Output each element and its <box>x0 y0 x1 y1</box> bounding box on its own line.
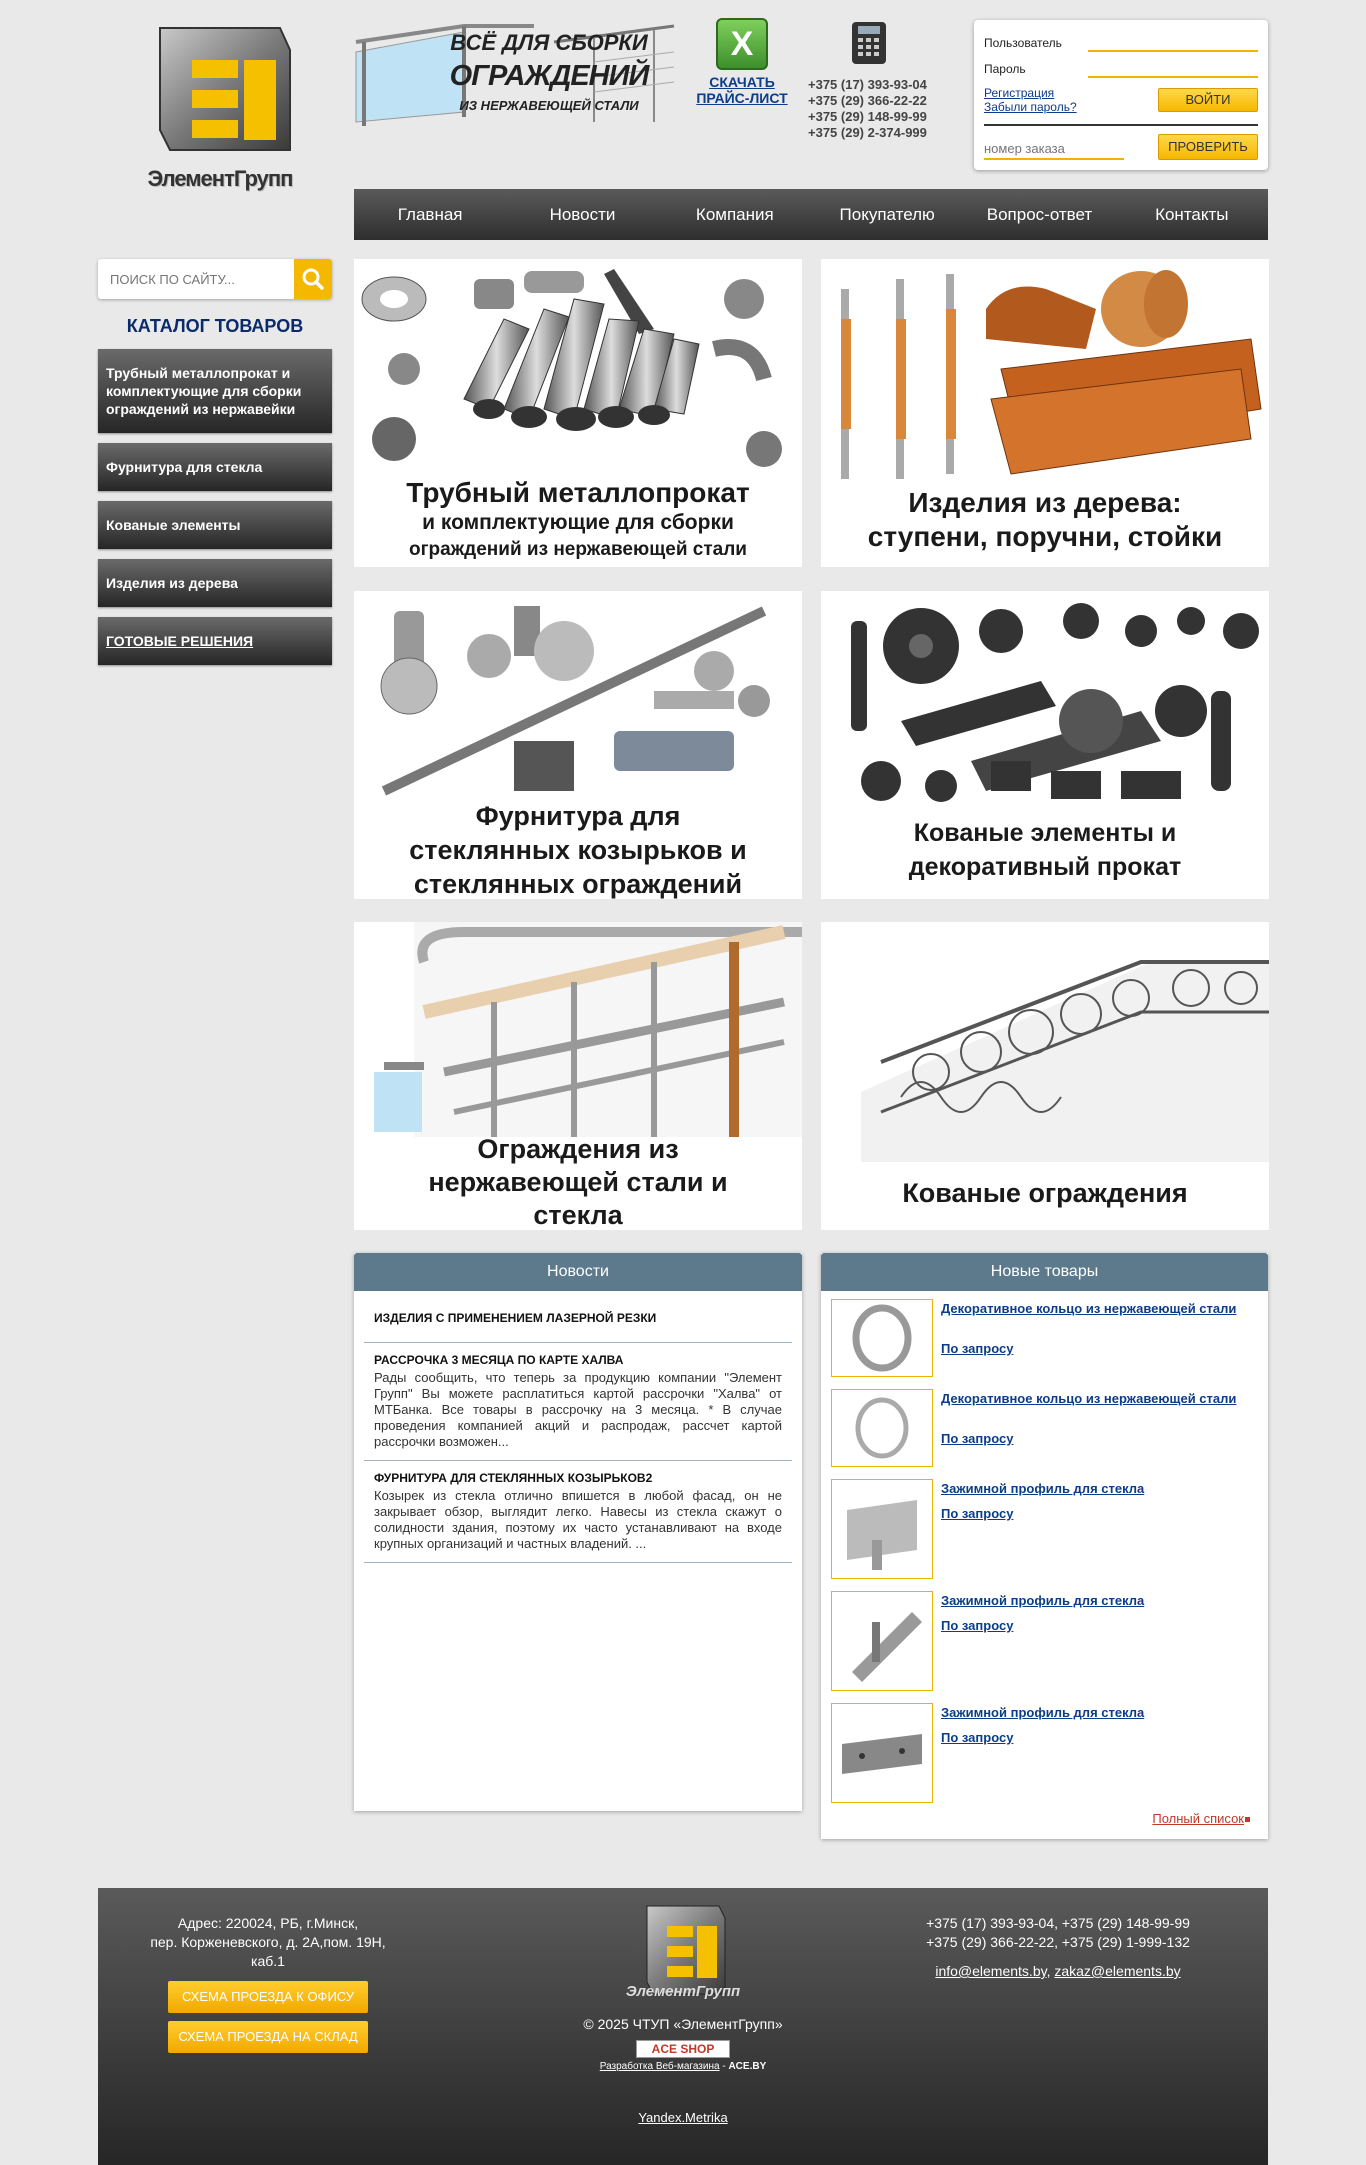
category-ready-solutions[interactable]: ГОТОВЫЕ РЕШЕНИЯ <box>98 617 332 665</box>
tile-pipes-line3: ограждений из нержавеющей стали <box>409 539 747 560</box>
logo-icon <box>140 20 300 165</box>
footer-center-col <box>538 1902 828 2127</box>
news-item-title[interactable]: ИЗДЕЛИЯ С ПРИМЕНЕНИЕМ ЛАЗЕРНОЙ РЕЗКИ <box>374 1311 657 1325</box>
product-thumb[interactable] <box>831 1703 933 1803</box>
footer-dev <box>538 2060 828 2074</box>
banner-line2: ОГРАЖДЕНИЙ <box>449 60 649 92</box>
tile-stainless-line2: нержавеющей стали и <box>428 1167 728 1197</box>
nav-company[interactable]: Компания <box>695 205 774 224</box>
news-item-text: Козырек из стекла отлично впишется в любой фасад, он не закрывает обзор, выглядит легко. Навесы из стекла скажут о солидности здания, поэтому их часто устанавливают на входе крупных организаций и частных владений. ... <box>374 1488 782 1551</box>
promo-banner[interactable] <box>354 22 676 130</box>
password-row <box>984 56 1258 82</box>
product-thumb[interactable] <box>831 1479 933 1579</box>
banner-line3: ИЗ НЕРЖАВЕЮЩЕЙ СТАЛИ <box>459 98 639 113</box>
new-products-title: Новые товары <box>821 1253 1268 1291</box>
tile-pipes[interactable] <box>354 259 802 567</box>
product-name[interactable]: Декоративное кольцо из нержавеющей стали <box>941 1391 1237 1406</box>
category-forged[interactable]: Кованые элементы <box>98 501 332 549</box>
login-divider <box>984 124 1258 126</box>
username-label: Пользователь <box>984 36 1062 50</box>
forged-elements-image <box>821 591 1269 816</box>
news-item-title[interactable]: ФУРНИТУРА ДЛЯ СТЕКЛЯННЫХ КОЗЫРЬКОВ2 <box>374 1471 653 1485</box>
profile-image <box>832 1480 932 1578</box>
excel-icon[interactable]: X <box>716 18 768 70</box>
site-search <box>98 259 332 299</box>
footer-logo-text: ЭлементГрупп <box>625 1983 741 2000</box>
phone-3: +375 (29) 148-99-99 <box>808 109 927 124</box>
nav-home[interactable]: Главная <box>397 205 463 224</box>
tile-forged-railings[interactable] <box>821 922 1269 1230</box>
product-card[interactable] <box>821 1381 1268 1471</box>
ace-shop-logo[interactable]: ACE SHOP <box>636 2040 730 2058</box>
news-item[interactable] <box>364 1301 792 1343</box>
forged-railings-image <box>821 922 1269 1162</box>
site-footer <box>98 1888 1268 2165</box>
footer-emails <box>888 1962 1228 1981</box>
tile-wood[interactable] <box>821 259 1269 567</box>
ring-image <box>832 1300 932 1376</box>
tile-forged-elements[interactable] <box>821 591 1269 899</box>
telephone-icon <box>844 18 894 68</box>
tile-glass-line2: стеклянных козырьков и <box>409 835 747 865</box>
warehouse-map-button[interactable]: СХЕМА ПРОЕЗДА НА СКЛАД <box>168 2021 368 2053</box>
news-item[interactable] <box>364 1343 792 1461</box>
email-info-link[interactable]: info@elements.by <box>935 1963 1047 1979</box>
category-glass-fittings[interactable]: Фурнитура для стекла <box>98 443 332 491</box>
email-separator: , <box>1046 1963 1055 1979</box>
new-products-panel <box>821 1253 1268 1839</box>
category-wood[interactable]: Изделия из дерева <box>98 559 332 607</box>
password-input[interactable] <box>1088 76 1258 78</box>
product-thumb[interactable] <box>831 1389 933 1467</box>
news-item[interactable] <box>364 1461 792 1563</box>
tile-forged-railings-line1: Кованые ограждения <box>902 1178 1188 1208</box>
forgot-password-link[interactable]: Забыли пароль? <box>984 100 1077 114</box>
product-card[interactable] <box>821 1583 1268 1695</box>
product-price[interactable]: По запросу <box>941 1341 1014 1356</box>
tile-glass-fittings[interactable] <box>354 591 802 899</box>
phone-1: +375 (17) 393-93-04 <box>808 77 927 92</box>
main-nav <box>354 189 1268 240</box>
tile-glass-line3: стеклянных ограждений <box>413 869 743 899</box>
footer-address-col <box>138 1914 398 2053</box>
login-button[interactable]: ВОЙТИ <box>1158 88 1258 112</box>
news-panel-title: Новости <box>354 1253 802 1291</box>
profile-image <box>832 1704 932 1802</box>
wood-image <box>821 259 1269 484</box>
product-name[interactable]: Декоративное кольцо из нержавеющей стали <box>941 1301 1237 1316</box>
product-price[interactable]: По запросу <box>941 1431 1014 1446</box>
product-card[interactable] <box>821 1471 1268 1583</box>
product-card[interactable] <box>821 1695 1268 1807</box>
site-logo[interactable] <box>140 20 310 200</box>
footer-address-line2: пер. Корженевского, д. 2А,пом. 19Н, каб.1 <box>150 1934 386 1969</box>
search-button[interactable] <box>294 259 332 299</box>
footer-copyright: © 2025 ЧТУП «ЭлементГрупп» <box>583 2016 783 2032</box>
nav-news[interactable]: Новости <box>549 205 616 224</box>
check-order-button[interactable]: ПРОВЕРИТЬ <box>1158 134 1258 160</box>
footer-contacts-col <box>888 1914 1228 1981</box>
nav-buyer[interactable]: Покупателю <box>839 205 935 224</box>
tile-glass-line1: Фурнитура для <box>475 801 681 831</box>
product-name[interactable]: Зажимной профиль для стекла <box>941 1481 1145 1496</box>
logo-text: ЭлементГрупп <box>147 166 293 191</box>
product-name[interactable]: Зажимной профиль для стекла <box>941 1705 1145 1720</box>
tile-wood-line2: ступени, поручни, стойки <box>867 521 1223 552</box>
password-label: Пароль <box>984 62 1026 76</box>
tile-pipes-line1: Трубный металлопрокат <box>406 477 750 508</box>
full-list-wrap <box>1152 1811 1244 1826</box>
product-name[interactable]: Зажимной профиль для стекла <box>941 1593 1145 1608</box>
product-card[interactable] <box>821 1291 1268 1381</box>
tile-forged-line1: Кованые элементы и <box>913 819 1177 847</box>
price-list-link-line1[interactable]: СКАЧАТЬ <box>709 74 775 90</box>
product-thumb[interactable] <box>831 1591 933 1691</box>
price-list-link-line2[interactable]: ПРАЙС-ЛИСТ <box>696 90 788 106</box>
glass-fittings-image <box>354 591 802 801</box>
footer-phones-line1: +375 (17) 393-93-04, +375 (29) 148-99-99 <box>926 1915 1190 1931</box>
username-row <box>984 30 1258 56</box>
login-links <box>984 86 1077 114</box>
news-panel <box>354 1253 802 1811</box>
news-item-title[interactable]: РАССРОЧКА 3 МЕСЯЦА ПО КАРТЕ ХАЛВА <box>374 1353 624 1367</box>
tile-stainless-railings[interactable] <box>354 922 802 1230</box>
product-price[interactable]: По запросу <box>941 1730 1014 1745</box>
banner-line1: ВСЁ ДЛЯ СБОРКИ <box>450 30 648 55</box>
profile-image <box>832 1592 932 1690</box>
footer-address-line1: Адрес: 220024, РБ, г.Минск, <box>177 1915 359 1931</box>
tile-forged-line2: декоративный прокат <box>908 853 1182 881</box>
nav-contacts[interactable]: Контакты <box>1155 205 1229 224</box>
tile-wood-line1: Изделия из дерева: <box>908 487 1182 518</box>
office-map-button[interactable]: СХЕМА ПРОЕЗДА К ОФИСУ <box>168 1981 368 2013</box>
nav-faq[interactable]: Вопрос-ответ <box>986 205 1093 224</box>
yandex-metrika[interactable]: Yandex.Metrika <box>638 2110 728 2125</box>
category-pipes[interactable]: Трубный металлопрокат и комплектующие для сборки ограждений из нержавейки <box>98 349 332 433</box>
pipes-image <box>354 259 802 474</box>
dev-name: ACE.BY <box>728 2061 767 2072</box>
phone-2: +375 (29) 366-22-22 <box>808 93 927 108</box>
ring-image <box>832 1390 932 1466</box>
order-number-input[interactable] <box>984 138 1124 160</box>
tile-stainless-line1: Ограждения из <box>477 1134 679 1164</box>
phone-4: +375 (29) 2-374-999 <box>808 125 927 140</box>
news-item-text: Рады сообщить, что теперь за продукцию компании "Элемент Групп" Вы можете расплатиться картой рассрочки "Халва" от МТБанка. Все товары в рассрочку на 3 месяца. * В случае проведения компанией акций и распродаж, рассчет картой рассрочки возможен... <box>374 1370 782 1449</box>
product-price[interactable]: По запросу <box>941 1506 1014 1521</box>
dev-separator: - <box>719 2061 729 2072</box>
header-phones <box>808 18 948 141</box>
stainless-railings-image <box>354 922 802 1137</box>
register-link[interactable]: Регистрация <box>984 86 1055 100</box>
search-input[interactable] <box>98 259 294 299</box>
username-input[interactable] <box>1088 50 1258 52</box>
catalog-title: КАТАЛОГ ТОВАРОВ <box>126 316 304 336</box>
bullet-icon <box>1245 1817 1250 1822</box>
footer-phones-line2: +375 (29) 366-22-22, +375 (29) 1-999-132 <box>926 1934 1190 1950</box>
product-thumb[interactable] <box>831 1299 933 1377</box>
tile-stainless-line3: стекла <box>533 1200 623 1230</box>
price-list-download[interactable] <box>696 18 788 106</box>
tile-pipes-line2: и комплектующие для сборки <box>422 511 734 534</box>
dev-link[interactable]: Разработка Веб-магазина <box>599 2061 720 2072</box>
login-box <box>974 20 1268 170</box>
search-icon <box>294 259 332 299</box>
full-list-link[interactable]: Полный список <box>1152 1811 1244 1826</box>
product-price[interactable]: По запросу <box>941 1618 1014 1633</box>
email-zakaz-link[interactable]: zakaz@elements.by <box>1054 1963 1181 1979</box>
